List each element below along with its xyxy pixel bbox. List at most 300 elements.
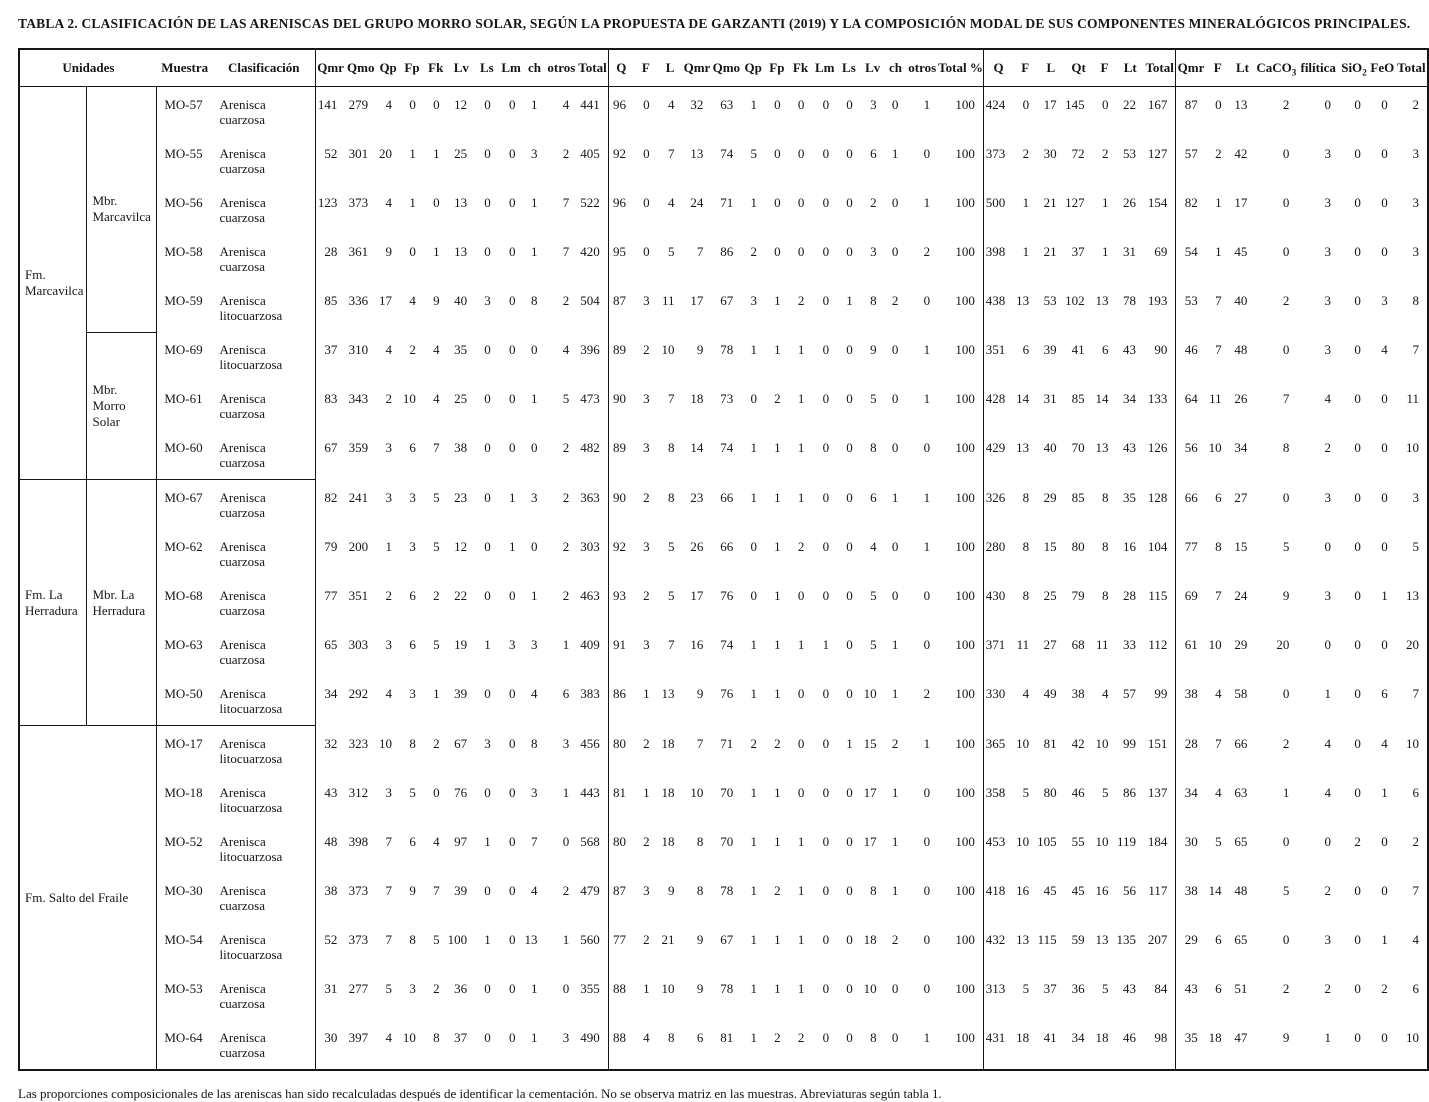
value-cell: 1 xyxy=(385,539,393,554)
value-cell: 151 xyxy=(1147,735,1168,751)
clasificacion-cell: Arenisca cuarzosa xyxy=(219,146,266,176)
value-cell: 4 xyxy=(1324,735,1332,751)
value-cell: 1 xyxy=(891,834,899,849)
table-row xyxy=(19,332,1428,381)
value-cell: 453 xyxy=(983,824,1013,873)
value-cell: 13 xyxy=(690,146,704,161)
value-cell: 432 xyxy=(983,922,1013,971)
value-cell: 10 xyxy=(402,1030,416,1045)
value-cell: 105 xyxy=(1037,834,1057,849)
value-cell: 0 xyxy=(508,440,516,455)
value-cell: 2 xyxy=(562,146,570,161)
value-cell: 1 xyxy=(891,146,899,161)
table-row xyxy=(19,185,1428,234)
value-cell: 9 xyxy=(696,342,704,357)
value-cell: 25 xyxy=(454,391,468,406)
value-cell: 409 xyxy=(580,637,600,652)
value-cell: 0 xyxy=(1282,195,1290,210)
value-cell: 0 xyxy=(797,686,805,701)
value-cell: 53 xyxy=(1122,146,1136,161)
value-cell: 343 xyxy=(348,391,369,406)
value-cell: 4 xyxy=(1215,785,1222,800)
value-cell: 79 xyxy=(315,529,345,578)
value-cell: 1 xyxy=(530,1030,538,1045)
value-cell: 6 xyxy=(409,834,416,849)
value-cell: 371 xyxy=(983,627,1013,676)
value-cell: 1 xyxy=(923,489,931,505)
value-cell: 0 xyxy=(1324,637,1332,652)
value-cell: 4 xyxy=(530,883,538,898)
col-header-group2-otros: otros xyxy=(906,49,938,87)
value-cell: 82 xyxy=(1176,185,1206,234)
value-cell: 95 xyxy=(608,234,634,283)
value-cell: 1 xyxy=(750,637,758,652)
value-cell: 0 xyxy=(891,195,899,210)
value-cell: 16 xyxy=(1095,883,1109,898)
value-cell: 0 xyxy=(846,981,853,996)
value-cell: 0 xyxy=(562,981,570,996)
value-cell: 2 xyxy=(891,735,899,751)
value-cell: 1 xyxy=(774,489,781,505)
value-cell: 3 xyxy=(530,489,538,505)
col-header-group1-qp: Qp xyxy=(376,49,400,87)
value-cell: 17 xyxy=(863,785,877,800)
value-cell: 0 xyxy=(484,1030,491,1045)
value-cell: 2 xyxy=(643,932,650,947)
value-cell: 7 xyxy=(667,637,675,652)
muestra-cell: MO-59 xyxy=(164,293,203,308)
value-cell: 292 xyxy=(348,686,369,701)
value-cell: 28 xyxy=(1122,588,1136,603)
value-cell: 10 xyxy=(863,981,877,996)
value-cell: 2 xyxy=(750,244,758,259)
value-cell: 3 xyxy=(1324,146,1332,161)
value-cell: 5 xyxy=(870,637,877,652)
value-cell: 8 xyxy=(1101,539,1109,554)
value-cell: 0 xyxy=(797,97,805,112)
value-cell: 84 xyxy=(1154,981,1168,996)
value-cell: 1 xyxy=(562,785,570,800)
value-cell: 15 xyxy=(1043,539,1057,554)
value-cell: 0 xyxy=(846,834,853,849)
value-cell: 13 xyxy=(1095,293,1109,308)
formation-cell: Fm. Marcavilca xyxy=(19,87,87,480)
value-cell: 78 xyxy=(720,342,734,357)
value-cell: 21 xyxy=(1043,244,1057,259)
value-cell: 9 xyxy=(409,883,416,898)
value-cell: 34 xyxy=(1176,775,1206,824)
muestra-cell: MO-50 xyxy=(164,686,203,701)
value-cell: 16 xyxy=(690,637,704,652)
value-cell: 1 xyxy=(774,981,781,996)
value-cell: 100 xyxy=(955,588,975,603)
muestra-cell: MO-30 xyxy=(164,883,203,898)
value-cell: 1 xyxy=(750,1030,758,1045)
value-cell: 3 xyxy=(1381,293,1388,308)
col-header-group2-lv: Lv xyxy=(861,49,885,87)
value-cell: 1 xyxy=(530,195,538,210)
value-cell: 100 xyxy=(955,932,975,947)
value-cell: 10 xyxy=(863,686,877,701)
value-cell: 0 xyxy=(750,539,758,554)
value-cell: 3 xyxy=(1324,588,1332,603)
value-cell: 8 xyxy=(870,883,877,898)
value-cell: 0 xyxy=(1282,686,1290,701)
value-cell: 0 xyxy=(1282,244,1290,259)
clasificacion-cell: Arenisca cuarzosa xyxy=(213,87,316,137)
value-cell: 7 xyxy=(667,391,675,406)
value-cell: 5 xyxy=(433,539,440,554)
clasificacion-cell: Arenisca cuarzosa xyxy=(219,440,266,470)
col-header-group2-l: L xyxy=(658,49,683,87)
muestra-cell: MO-55 xyxy=(164,146,203,161)
value-cell: 17 xyxy=(379,293,393,308)
value-cell: 27 xyxy=(1234,489,1248,505)
value-cell: 38 xyxy=(1071,686,1085,701)
value-cell: 0 xyxy=(643,244,650,259)
value-cell: 17 xyxy=(1043,97,1057,112)
value-cell: 8 xyxy=(1282,440,1290,455)
value-cell: 1 xyxy=(484,834,491,849)
col-header-group2-fp: Fp xyxy=(765,49,789,87)
value-cell: 431 xyxy=(983,1020,1013,1070)
value-cell: 30 xyxy=(315,1020,345,1070)
value-cell: 127 xyxy=(1065,195,1085,210)
value-cell: 3 xyxy=(409,539,416,554)
value-cell: 1 xyxy=(750,834,758,849)
value-cell: 10 xyxy=(661,981,675,996)
value-cell: 0 xyxy=(643,195,650,210)
value-cell: 0 xyxy=(1381,195,1388,210)
value-cell: 1 xyxy=(891,686,899,701)
member-cell: Mbr. Marcavilca xyxy=(87,87,157,333)
value-cell: 0 xyxy=(923,588,931,603)
value-cell: 2 xyxy=(643,489,650,505)
value-cell: 4 xyxy=(1324,391,1332,406)
value-cell: 396 xyxy=(580,342,600,357)
value-cell: 0 xyxy=(923,146,931,161)
value-cell: 373 xyxy=(348,195,369,210)
value-cell: 18 xyxy=(863,932,877,947)
value-cell: 8 xyxy=(667,489,675,505)
value-cell: 100 xyxy=(955,1030,975,1045)
value-cell: 22 xyxy=(1122,97,1136,112)
value-cell: 38 xyxy=(454,440,468,455)
value-cell: 0 xyxy=(846,686,853,701)
value-cell: 303 xyxy=(580,539,600,554)
value-cell: 0 xyxy=(846,244,853,259)
value-cell: 0 xyxy=(508,932,516,947)
value-cell: 45 xyxy=(1234,244,1248,259)
value-cell: 102 xyxy=(1065,293,1085,308)
value-cell: 74 xyxy=(720,146,734,161)
value-cell: 6 xyxy=(1215,489,1222,505)
value-cell: 86 xyxy=(608,676,634,726)
value-cell: 1 xyxy=(774,588,781,603)
value-cell: 6 xyxy=(1412,785,1419,800)
col-header-group1-ch: ch xyxy=(523,49,545,87)
value-cell: 30 xyxy=(1176,824,1206,873)
value-cell: 8 xyxy=(696,834,704,849)
value-cell: 45 xyxy=(1071,883,1085,898)
value-cell: 4 xyxy=(433,391,440,406)
value-cell: 3 xyxy=(530,637,538,652)
value-cell: 0 xyxy=(1354,293,1361,308)
value-cell: 10 xyxy=(1016,735,1030,751)
value-cell: 568 xyxy=(580,834,600,849)
value-cell: 87 xyxy=(608,283,634,332)
value-cell: 0 xyxy=(1381,1030,1388,1045)
value-cell: 38 xyxy=(315,873,345,922)
value-cell: 8 xyxy=(667,440,675,455)
value-cell: 8 xyxy=(870,293,877,308)
value-cell: 0 xyxy=(891,588,899,603)
value-cell: 0 xyxy=(1381,834,1388,849)
value-cell: 4 xyxy=(562,342,570,357)
value-cell: 100 xyxy=(955,146,975,161)
value-cell: 10 xyxy=(1406,735,1419,751)
formation-cell: Fm. Salto del Fraile xyxy=(19,726,157,1071)
col-header-group2-total: Total % xyxy=(938,49,983,87)
value-cell: 21 xyxy=(661,932,675,947)
value-cell: 0 xyxy=(1324,539,1332,554)
value-cell: 1 xyxy=(562,932,570,947)
value-cell: 133 xyxy=(1147,391,1168,406)
value-cell: 7 xyxy=(1412,686,1419,701)
value-cell: 0 xyxy=(1381,146,1388,161)
value-cell: 2 xyxy=(1282,293,1290,308)
table-header xyxy=(19,49,1428,87)
value-cell: 1 xyxy=(774,932,781,947)
value-cell: 0 xyxy=(923,932,931,947)
value-cell: 5 xyxy=(1101,981,1109,996)
value-cell: 100 xyxy=(955,97,975,112)
value-cell: 21 xyxy=(1043,195,1057,210)
value-cell: 3 xyxy=(409,981,416,996)
value-cell: 2 xyxy=(750,735,758,751)
value-cell: 1 xyxy=(1381,588,1388,603)
value-cell: 5 xyxy=(1022,981,1030,996)
value-cell: 141 xyxy=(315,87,345,137)
value-cell: 5 xyxy=(667,588,675,603)
value-cell: 1 xyxy=(846,293,853,308)
value-cell: 70 xyxy=(1071,440,1085,455)
value-cell: 7 xyxy=(562,244,570,259)
value-cell: 1 xyxy=(750,686,758,701)
value-cell: 1 xyxy=(508,539,516,554)
value-cell: 2 xyxy=(562,539,570,554)
table-row xyxy=(19,381,1428,430)
value-cell: 77 xyxy=(1176,529,1206,578)
col-header-group2-qmo: Qmo xyxy=(711,49,741,87)
value-cell: 3 xyxy=(870,244,877,259)
value-cell: 39 xyxy=(454,883,468,898)
value-cell: 428 xyxy=(983,381,1013,430)
value-cell: 17 xyxy=(690,588,704,603)
value-cell: 67 xyxy=(454,735,468,751)
value-cell: 0 xyxy=(530,539,538,554)
value-cell: 0 xyxy=(822,588,830,603)
col-header-group1-ls: Ls xyxy=(475,49,499,87)
value-cell: 0 xyxy=(891,1030,899,1045)
value-cell: 3 xyxy=(484,735,491,751)
value-cell: 1 xyxy=(750,489,758,505)
value-cell: 52 xyxy=(315,136,345,185)
muestra-cell: MO-53 xyxy=(164,981,203,996)
value-cell: 5 xyxy=(562,391,570,406)
value-cell: 100 xyxy=(955,539,975,554)
value-cell: 0 xyxy=(923,440,931,455)
value-cell: 67 xyxy=(315,430,345,480)
value-cell: 7 xyxy=(433,440,440,455)
table-row xyxy=(19,136,1428,185)
value-cell: 89 xyxy=(608,332,634,381)
value-cell: 0 xyxy=(1282,932,1290,947)
value-cell: 207 xyxy=(1147,932,1168,947)
value-cell: 1 xyxy=(774,637,781,652)
value-cell: 82 xyxy=(315,480,345,530)
value-cell: 31 xyxy=(1043,391,1057,406)
value-cell: 358 xyxy=(983,775,1013,824)
value-cell: 1 xyxy=(923,735,931,751)
value-cell: 3 xyxy=(643,637,650,652)
header-row xyxy=(19,49,1428,87)
value-cell: 2 xyxy=(1282,981,1290,996)
value-cell: 3 xyxy=(385,440,393,455)
value-cell: 29 xyxy=(1043,489,1057,505)
value-cell: 45 xyxy=(1043,883,1057,898)
value-cell: 1 xyxy=(750,440,758,455)
value-cell: 303 xyxy=(348,637,369,652)
value-cell: 54 xyxy=(1176,234,1206,283)
value-cell: 80 xyxy=(608,726,634,776)
value-cell: 41 xyxy=(1043,1030,1057,1045)
value-cell: 3 xyxy=(562,735,570,751)
value-cell: 0 xyxy=(1354,391,1361,406)
value-cell: 0 xyxy=(846,1030,853,1045)
value-cell: 90 xyxy=(1154,342,1168,357)
value-cell: 363 xyxy=(580,489,600,505)
value-cell: 6 xyxy=(1381,686,1388,701)
value-cell: 1 xyxy=(508,489,516,505)
value-cell: 0 xyxy=(1354,637,1361,652)
value-cell: 17 xyxy=(863,834,877,849)
value-cell: 57 xyxy=(1176,136,1206,185)
value-cell: 504 xyxy=(580,293,600,308)
value-cell: 135 xyxy=(1116,932,1136,947)
value-cell: 47 xyxy=(1234,1030,1248,1045)
value-cell: 7 xyxy=(696,244,704,259)
value-cell: 1 xyxy=(797,932,805,947)
clasificacion-cell: Arenisca cuarzosa xyxy=(219,637,266,667)
col-header-group2-lm: Lm xyxy=(812,49,837,87)
value-cell: 28 xyxy=(315,234,345,283)
col-header-group2-fk: Fk xyxy=(789,49,813,87)
value-cell: 4 xyxy=(530,686,538,701)
value-cell: 81 xyxy=(720,1030,734,1045)
value-cell: 2 xyxy=(1354,834,1361,849)
value-cell: 1 xyxy=(774,293,781,308)
value-cell: 7 xyxy=(385,883,393,898)
value-cell: 0 xyxy=(508,834,516,849)
value-cell: 3 xyxy=(562,1030,570,1045)
value-cell: 33 xyxy=(1122,637,1136,652)
value-cell: 100 xyxy=(955,440,975,455)
value-cell: 0 xyxy=(822,1030,830,1045)
value-cell: 365 xyxy=(983,726,1013,776)
value-cell: 0 xyxy=(1354,244,1361,259)
value-cell: 0 xyxy=(846,440,853,455)
value-cell: 1 xyxy=(774,785,781,800)
value-cell: 4 xyxy=(643,1030,650,1045)
value-cell: 0 xyxy=(484,588,491,603)
value-cell: 2 xyxy=(562,440,570,455)
value-cell: 35 xyxy=(454,342,468,357)
table-row xyxy=(19,529,1428,578)
value-cell: 0 xyxy=(774,146,781,161)
value-cell: 57 xyxy=(1122,686,1136,701)
value-cell: 0 xyxy=(484,391,491,406)
value-cell: 0 xyxy=(530,440,538,455)
value-cell: 91 xyxy=(608,627,634,676)
value-cell: 29 xyxy=(1234,637,1248,652)
value-cell: 443 xyxy=(580,785,600,800)
value-cell: 5 xyxy=(1282,883,1290,898)
value-cell: 76 xyxy=(720,588,734,603)
value-cell: 5 xyxy=(433,637,440,652)
value-cell: 0 xyxy=(822,342,830,357)
value-cell: 13 xyxy=(661,686,675,701)
value-cell: 56 xyxy=(1176,430,1206,480)
value-cell: 68 xyxy=(1071,637,1085,652)
subscript: 3 xyxy=(1291,67,1297,78)
value-cell: 0 xyxy=(1354,932,1361,947)
value-cell: 18 xyxy=(661,785,675,800)
value-cell: 0 xyxy=(822,440,830,455)
table-row xyxy=(19,775,1428,824)
value-cell: 61 xyxy=(1176,627,1206,676)
col-header-group3-total: Total xyxy=(1144,49,1176,87)
value-cell: 0 xyxy=(409,244,416,259)
value-cell: 4 xyxy=(385,97,393,112)
value-cell: 2 xyxy=(643,342,650,357)
value-cell: 10 xyxy=(661,342,675,357)
value-cell: 13 xyxy=(1016,293,1030,308)
clasificacion-cell: Arenisca litocuarzosa xyxy=(219,686,283,716)
value-cell: 3 xyxy=(1412,489,1419,505)
table-row xyxy=(19,922,1428,971)
table-row xyxy=(19,676,1428,726)
value-cell: 5 xyxy=(1215,834,1222,849)
value-cell: 1 xyxy=(1022,244,1030,259)
value-cell: 5 xyxy=(409,785,416,800)
value-cell: 100 xyxy=(955,195,975,210)
value-cell: 4 xyxy=(385,686,393,701)
value-cell: 0 xyxy=(1354,785,1361,800)
value-cell: 10 xyxy=(1406,440,1419,455)
value-cell: 76 xyxy=(720,686,734,701)
value-cell: 1 xyxy=(797,883,805,898)
value-cell: 30 xyxy=(1043,146,1057,161)
value-cell: 66 xyxy=(720,539,734,554)
value-cell: 373 xyxy=(983,136,1013,185)
value-cell: 3 xyxy=(1324,293,1332,308)
value-cell: 11 xyxy=(1095,637,1109,652)
value-cell: 7 xyxy=(1215,293,1222,308)
value-cell: 8 xyxy=(667,1030,675,1045)
value-cell: 2 xyxy=(562,293,570,308)
col-header-group4-total: Total xyxy=(1396,49,1428,87)
